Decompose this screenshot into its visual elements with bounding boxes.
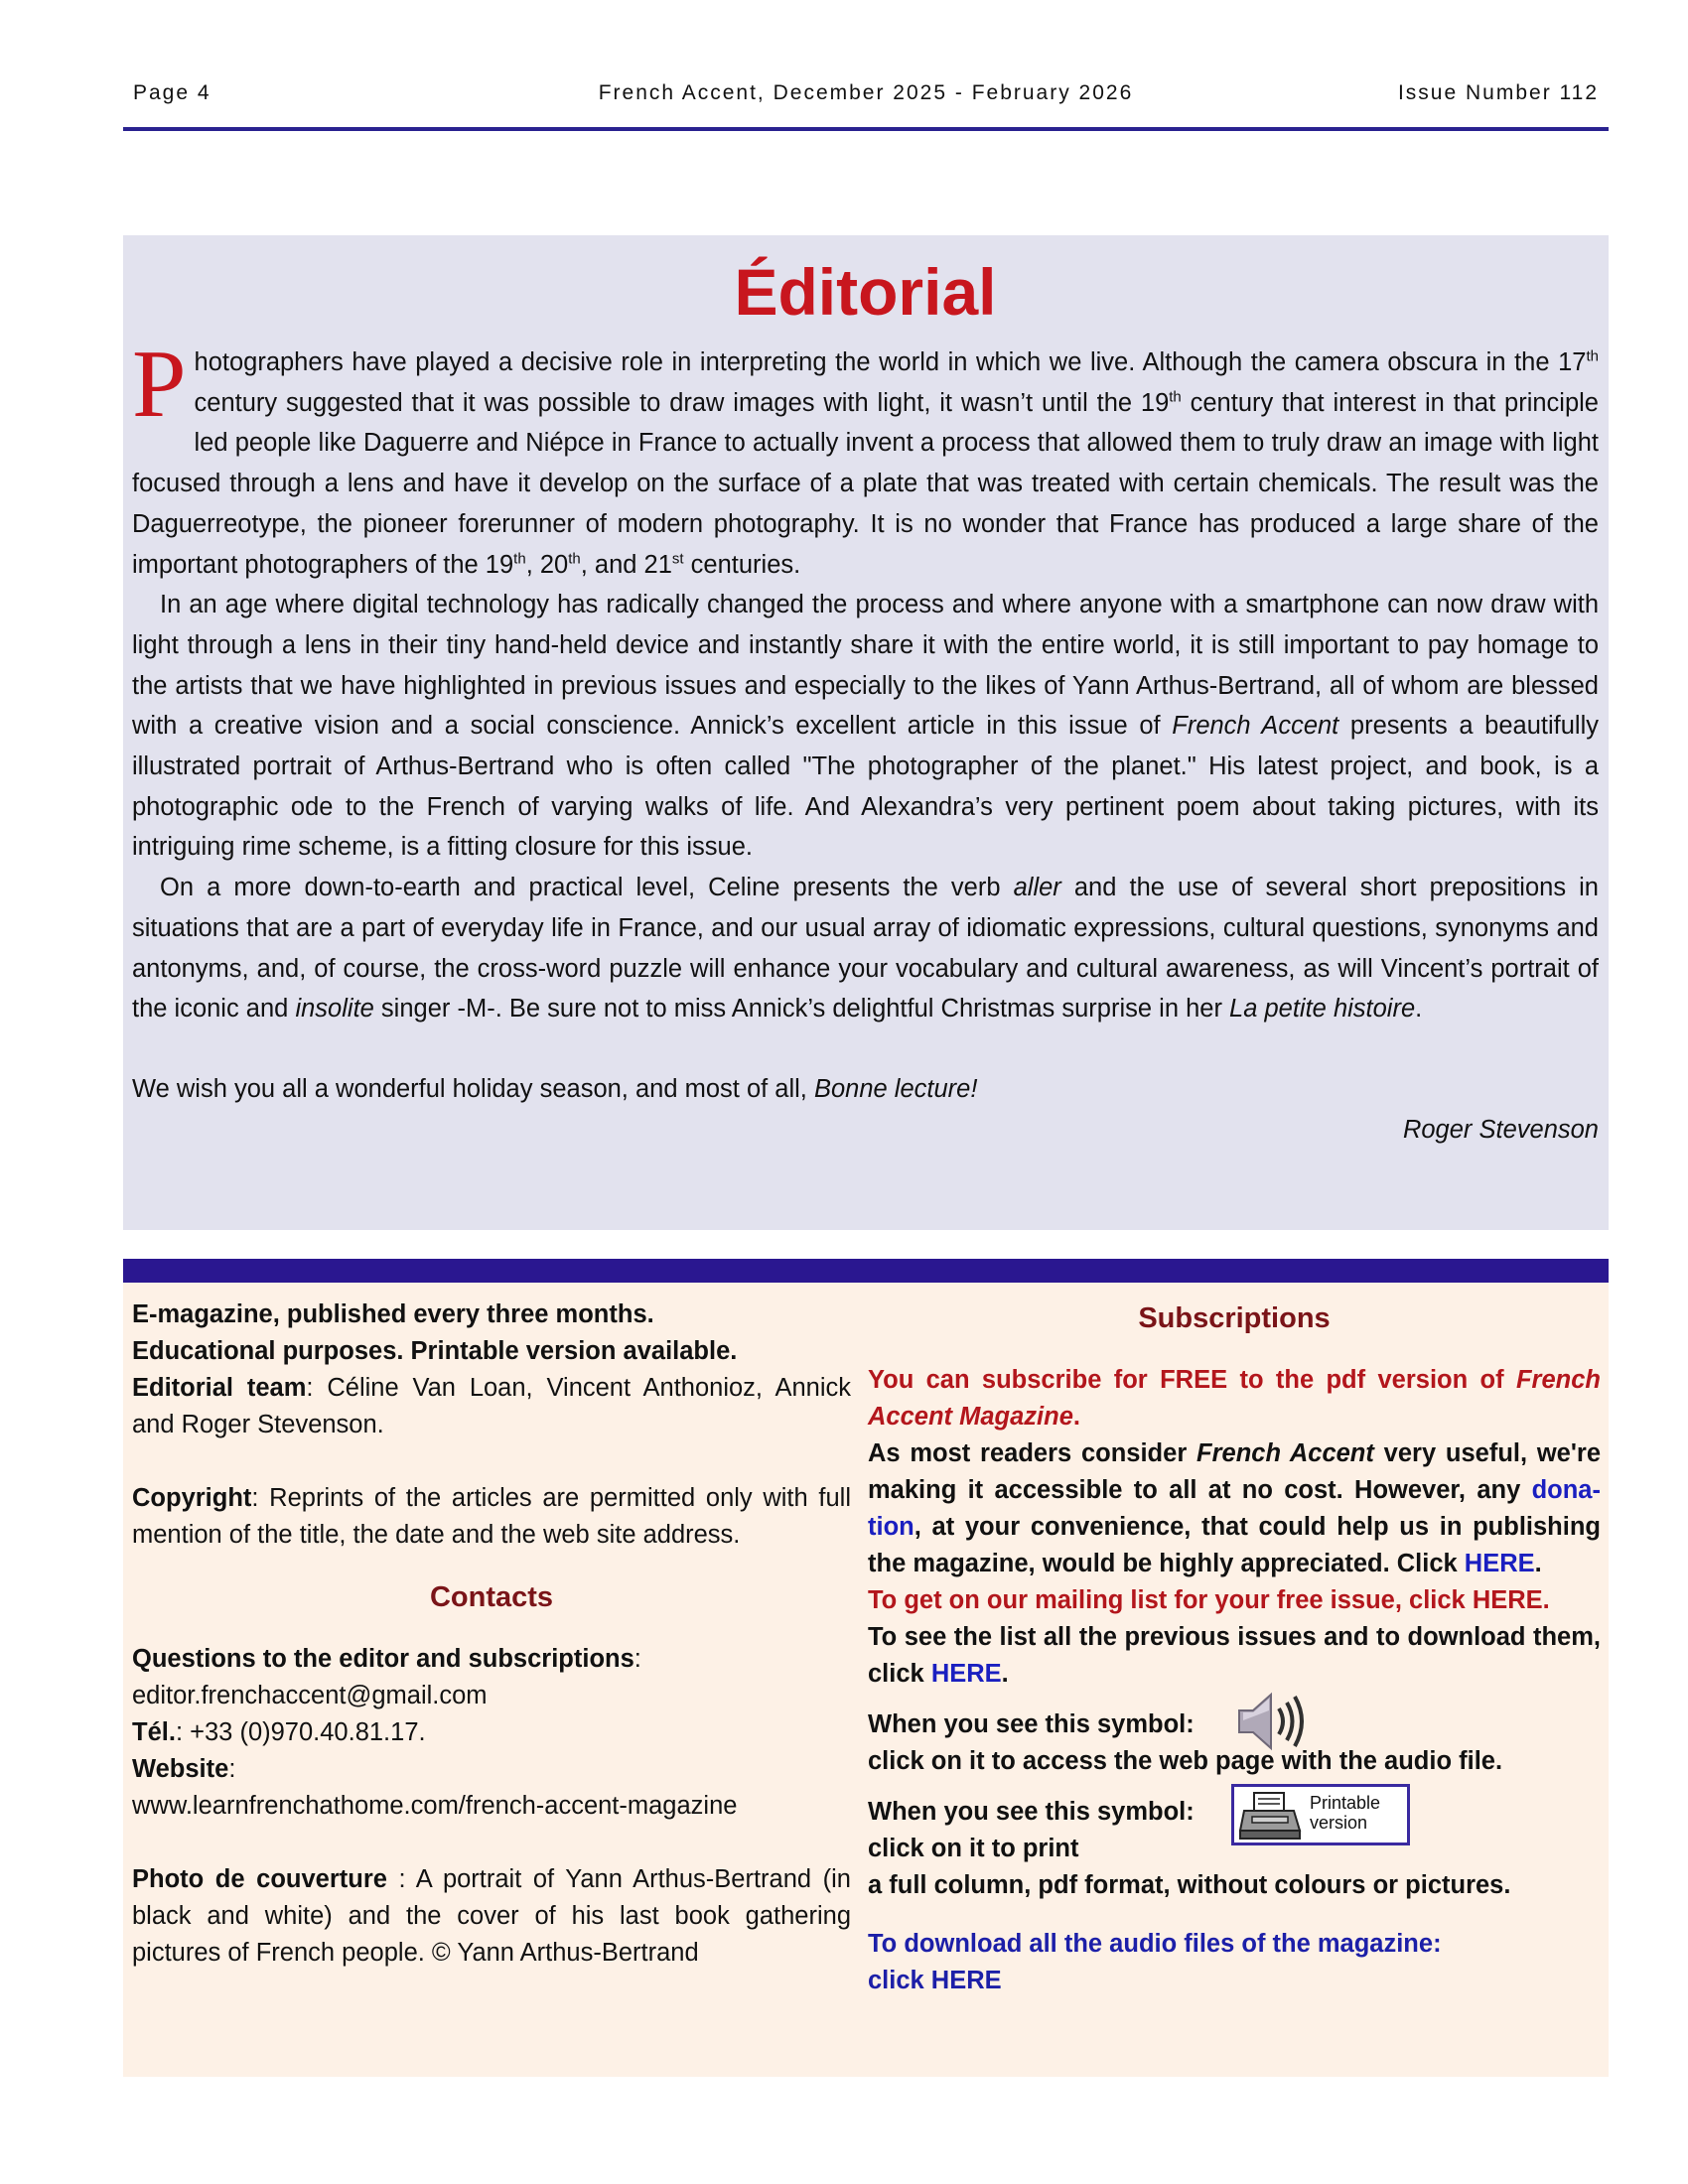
label: Tél.	[132, 1718, 176, 1746]
superscript: th	[1169, 388, 1182, 406]
info-line-1: E-magazine, published every three months.	[132, 1300, 654, 1328]
spacer	[132, 1443, 851, 1480]
label: Website	[132, 1755, 229, 1783]
text: : Céline Van Loan, Vincent Anthonioz, Annick and Roger Stevenson.	[132, 1374, 851, 1438]
audio-symbol-row	[868, 1706, 1601, 1743]
header-rule	[123, 127, 1609, 131]
download-audio-label: To download all the audio files of the magazine:	[868, 1930, 1442, 1958]
italic-text: insolite	[295, 995, 374, 1024]
text: very useful, we're making it accessible to all at no cost. However, any	[868, 1439, 1602, 1504]
label: Copyright	[132, 1484, 252, 1512]
italic-text: La petite histoire	[1229, 995, 1416, 1024]
editorial-body	[132, 331, 1599, 1150]
text: You can subscribe for FREE to the pdf version of	[868, 1366, 1516, 1394]
website-link[interactable]: www.learnfrenchathome.com/french-accent-magazine	[132, 1792, 738, 1820]
editorial-box	[123, 235, 1609, 1230]
info-left-column	[132, 1297, 851, 1972]
spacer	[132, 1619, 851, 1641]
editorial-team	[132, 1370, 851, 1443]
speaker-icon[interactable]	[1235, 1691, 1315, 1752]
print-symbol-label: When you see this symbol:	[868, 1798, 1195, 1826]
subscriptions-heading: Subscriptions	[1138, 1302, 1331, 1334]
text: As most readers consider	[868, 1439, 1197, 1467]
info-box	[123, 1283, 1609, 2077]
text: .	[1001, 1660, 1009, 1688]
italic-text: Bonne lecture!	[813, 1074, 978, 1103]
previous-issues	[868, 1619, 1601, 1693]
print-symbol-text-1: click on it to print	[868, 1835, 1079, 1862]
spacer	[132, 1554, 851, 1575]
superscript: th	[513, 550, 526, 568]
printer-icon	[1238, 1791, 1302, 1841]
editorial-title: Éditorial	[734, 255, 997, 329]
italic-text: French Accent	[1196, 1439, 1374, 1467]
text: and the use of several short prepositions in situations that are a part of everyday life in France, and our usual array of idiomatic expressions, cultural questions, synonyms and antonyms, and, of course, the cross-word puzzle will enhance your vocabulary and cultural awareness, as will Vincent’s portrait of the iconic and	[132, 874, 1599, 1024]
print-symbol-row	[868, 1794, 1601, 1831]
printable-version-button[interactable]	[1231, 1784, 1410, 1845]
text: To see the list all the previous issues and to download them, click	[868, 1623, 1601, 1688]
download-audio-link[interactable]: click HERE	[868, 1967, 1002, 1994]
text: hotographers have played a decisive role in interpreting the world in which we live. Although the camera obscura in the 17	[194, 348, 1587, 376]
text: We wish you all a wonderful holiday season, and most of all,	[132, 1074, 814, 1103]
label: Photo de couverture	[132, 1865, 387, 1893]
text: centuries.	[683, 550, 801, 579]
questions-label	[132, 1641, 851, 1678]
page-header	[123, 81, 1609, 111]
editorial-wish	[132, 1069, 1599, 1110]
email-link[interactable]: editor.frenchaccent@gmail.com	[132, 1682, 488, 1709]
contacts-heading: Contacts	[429, 1581, 554, 1613]
telephone	[132, 1714, 851, 1751]
audio-symbol-label: When you see this symbol:	[868, 1710, 1195, 1738]
text: In an age where digital technology has radically changed the process and where anyone with a smartphone can now draw with light through a lens in their tiny hand-held device and instantly share it with the entire world, it is still important to pay homage to the artists that we have highlighted in previous issues and especially to the likes of Yann Arthus-Bertrand, all of whom are blessed with a creative vision and a social conscience. Annick’s excellent article in this issue of	[132, 591, 1599, 741]
spacer	[868, 1904, 1601, 1926]
spacer	[868, 1340, 1601, 1362]
label: Editorial team	[132, 1374, 307, 1402]
label: Questions to the editor and subscriptions	[132, 1645, 634, 1673]
text: singer -M-. Be sure not to miss Annick’s delightful Christmas surprise in her	[373, 995, 1230, 1024]
italic-text: French Accent Magazine	[868, 1366, 1601, 1431]
text: On a more down-to-earth and practical level, Celine presents the verb	[160, 874, 1014, 902]
text: version	[1310, 1813, 1368, 1833]
free-subscription	[868, 1362, 1601, 1435]
text: .	[1415, 995, 1423, 1024]
text: .	[1534, 1550, 1542, 1577]
donation-paragraph	[868, 1435, 1601, 1582]
info-band	[123, 1259, 1609, 1283]
text: : Reprints of the articles are permitted only with full mention of the title, the date and the web site address.	[132, 1484, 851, 1549]
donation-link[interactable]: donation	[868, 1476, 1601, 1541]
text: :	[228, 1755, 236, 1783]
text: Printable	[1310, 1793, 1381, 1813]
spacer	[132, 1825, 851, 1861]
cover-photo-credit	[132, 1861, 851, 1972]
text: .	[1072, 1403, 1080, 1431]
info-line-2: Educational purposes. Printable version available.	[132, 1337, 738, 1365]
drop-cap: P	[132, 331, 187, 438]
text: , and 21	[580, 550, 672, 579]
audio-symbol-text: click on it to access the web page with the audio file.	[868, 1747, 1503, 1775]
spacer	[868, 1693, 1601, 1706]
text: :	[633, 1645, 641, 1673]
text: century suggested that it was possible to draw images with light, it wasn’t until the 19	[194, 388, 1170, 417]
subscriptions-column	[868, 1297, 1601, 1999]
page-number: Page 4	[133, 81, 211, 104]
printable-label	[1310, 1793, 1380, 1833]
italic-text: French Accent	[1172, 712, 1339, 741]
text: century that interest in that principle led people like Daguerre and Niépce in France to actually invent a process that allowed them to truly draw an image with light focused through a lens and have it develop on the surface of a plate that was treated with certain chemicals. The result was the Daguerreotype, the pioneer forerunner of modern photography. It is no wonder that France has produced a large share of the important photographers of the 19	[132, 388, 1599, 579]
superscript: th	[568, 550, 581, 568]
spacer	[132, 1029, 1599, 1069]
editorial-paragraph-2	[132, 585, 1599, 868]
here-link-donate[interactable]: HERE	[1464, 1550, 1535, 1577]
editorial-signature: Roger Stevenson	[1402, 1115, 1599, 1144]
publication-title: French Accent, December 2025 - February 2026	[598, 81, 1134, 104]
text: presents a beautifully illustrated portrait of Arthus-Bertrand who is often called "The photographer of the planet." His latest project, and book, is a photographic ode to the French of varying walks of life. And Alexandra’s very pertinent poem about taking pictures, with its intriguing rime scheme, is a fitting closure for this issue.	[132, 712, 1599, 862]
superscript: st	[671, 550, 684, 568]
text: , at your convenience, that could help us in publishing the magazine, would be highly appreciated. Click	[868, 1513, 1601, 1577]
copyright	[132, 1480, 851, 1554]
text: , 20	[525, 550, 569, 579]
text: : A portrait of Yann Arthus-Bertrand (in black and white) and the cover of his last book gathering pictures of French people. © Yann Arthus-Bertrand	[132, 1865, 851, 1967]
website-label	[132, 1751, 851, 1788]
superscript: th	[1586, 347, 1599, 365]
editorial-paragraph-1	[132, 331, 1599, 585]
text: : +33 (0)970.40.81.17.	[175, 1718, 426, 1746]
italic-text: aller	[1013, 874, 1061, 902]
editorial-paragraph-3	[132, 868, 1599, 1029]
mailing-list-link[interactable]: To get on our mailing list for your free issue, click HERE.	[868, 1586, 1550, 1614]
here-link-issues[interactable]: HERE	[930, 1660, 1002, 1688]
issue-number: Issue Number 112	[1397, 81, 1599, 104]
print-symbol-text-2: a full column, pdf format, without colours or pictures.	[868, 1871, 1511, 1899]
